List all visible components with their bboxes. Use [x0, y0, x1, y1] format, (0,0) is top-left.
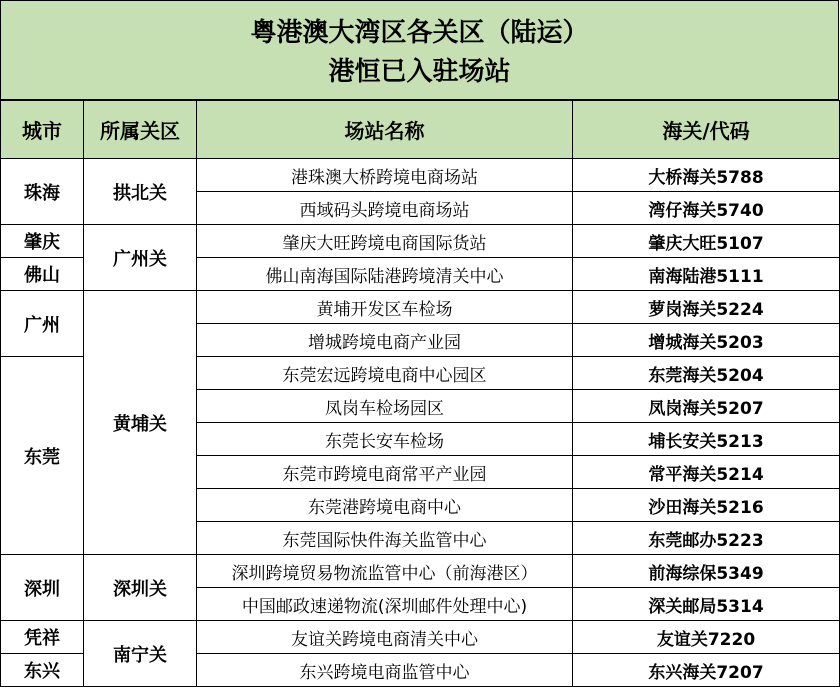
station-cell: 增城跨境电商产业园: [197, 324, 573, 357]
code-cell: 常平海关5214: [573, 456, 840, 489]
code-cell: 东莞邮办5223: [573, 522, 840, 555]
city-cell: 深圳: [1, 555, 84, 621]
station-cell: 凤岗车检场园区: [197, 390, 573, 423]
district-cell: 拱北关: [84, 159, 197, 225]
code-cell: 深关邮局5314: [573, 588, 840, 621]
table-row: [1, 291, 840, 324]
district-cell: 深圳关: [84, 555, 197, 621]
header-row: [1, 101, 840, 159]
header-city: 城市: [1, 101, 84, 159]
city-cell: 佛山: [1, 258, 84, 291]
code-cell: 增城海关5203: [573, 324, 840, 357]
header-station: 场站名称: [197, 101, 573, 159]
station-cell: 东兴跨境电商监管中心: [197, 654, 573, 687]
code-cell: 埔长安关5213: [573, 423, 840, 456]
city-cell: 东莞: [1, 357, 84, 555]
station-cell: 西域码头跨境电商场站: [197, 192, 573, 225]
station-cell: 中国邮政速递物流(深圳邮件处理中心): [197, 588, 573, 621]
title-line-1: 粤港澳大湾区各关区（陆运）: [250, 18, 589, 48]
station-cell: 深圳跨境贸易物流监管中心（前海港区）: [197, 555, 573, 588]
city-cell: 东兴: [1, 654, 84, 687]
city-cell: 广州: [1, 291, 84, 357]
station-cell: 港珠澳大桥跨境电商场站: [197, 159, 573, 192]
title-line-2: 港恒已入驻场站: [328, 57, 511, 87]
code-cell: 大桥海关5788: [573, 159, 840, 192]
city-cell: 凭祥: [1, 621, 84, 654]
table-row: [1, 159, 840, 192]
header-code: 海关/代码: [573, 101, 840, 159]
code-cell: 萝岗海关5224: [573, 291, 840, 324]
code-cell: 湾仔海关5740: [573, 192, 840, 225]
district-cell: 黄埔关: [84, 291, 197, 555]
code-cell: 沙田海关5216: [573, 489, 840, 522]
code-cell: 东莞海关5204: [573, 357, 840, 390]
city-cell: 珠海: [1, 159, 84, 225]
station-cell: 东莞长安车检场: [197, 423, 573, 456]
station-cell: 佛山南海国际陆港跨境清关中心: [197, 258, 573, 291]
code-cell: 前海综保5349: [573, 555, 840, 588]
table-row: [1, 555, 840, 588]
code-cell: 东兴海关7207: [573, 654, 840, 687]
city-cell: 肇庆: [1, 225, 84, 258]
district-cell: 广州关: [84, 225, 197, 291]
code-cell: 友谊关7220: [573, 621, 840, 654]
header-district: 所属关区: [84, 101, 197, 159]
station-cell: 黄埔开发区车检场: [197, 291, 573, 324]
code-cell: 南海陆港5111: [573, 258, 840, 291]
station-cell: 东莞市跨境电商常平产业园: [197, 456, 573, 489]
station-table: [0, 100, 840, 687]
station-cell: 友谊关跨境电商清关中心: [197, 621, 573, 654]
table-row: [1, 225, 840, 258]
district-cell: 南宁关: [84, 621, 197, 687]
code-cell: 肇庆大旺5107: [573, 225, 840, 258]
station-cell: 东莞宏远跨境电商中心园区: [197, 357, 573, 390]
table-row: [1, 621, 840, 654]
station-cell: 东莞港跨境电商中心: [197, 489, 573, 522]
page-title: [0, 0, 839, 100]
code-cell: 凤岗海关5207: [573, 390, 840, 423]
station-cell: 肇庆大旺跨境电商国际货站: [197, 225, 573, 258]
station-cell: 东莞国际快件海关监管中心: [197, 522, 573, 555]
